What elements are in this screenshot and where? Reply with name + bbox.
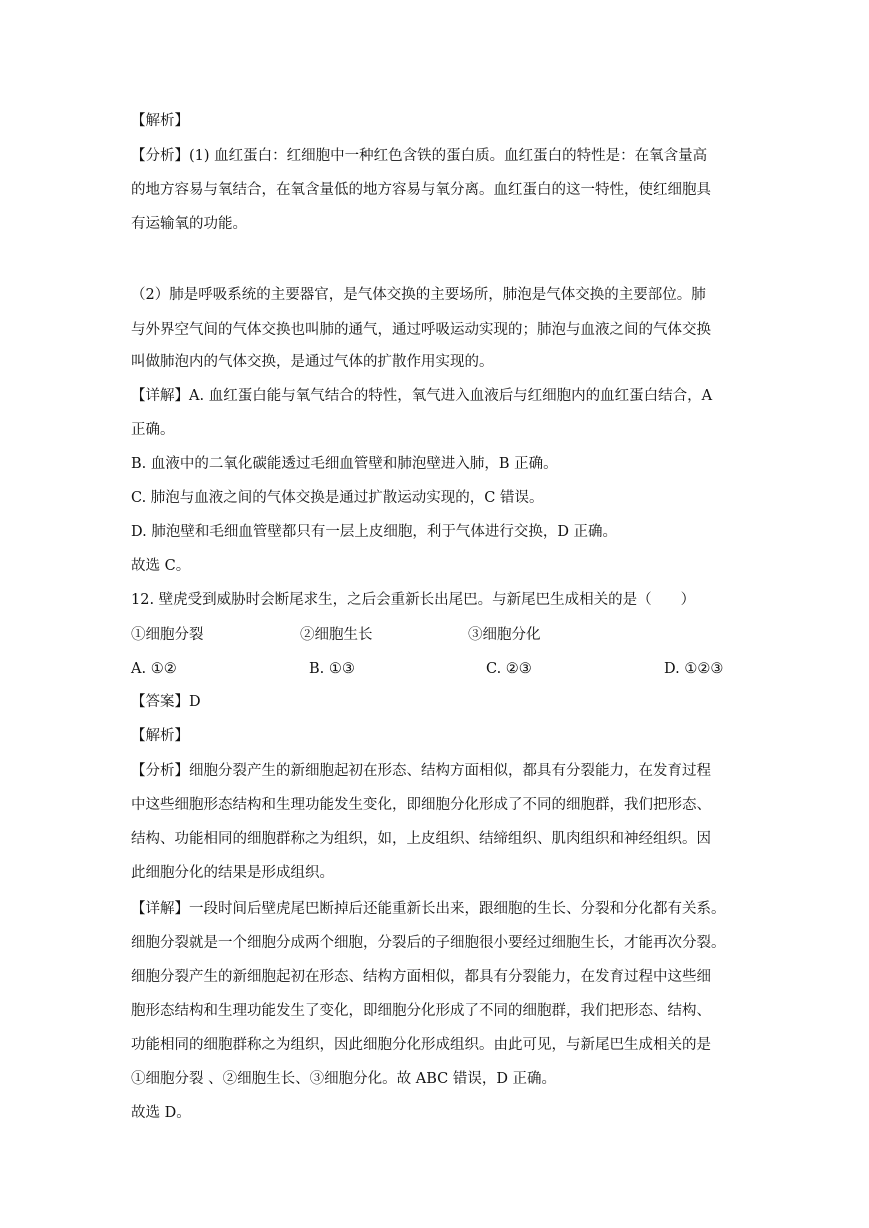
q12-stem: 12. 壁虎受到威胁时会断尾求生，之后会重新长出尾巴。与新尾巴生成相关的是（ ） bbox=[131, 592, 696, 608]
q12-detail-line-1: 【详解】一段时间后壁虎尾巴断掉后还能重新长出来，跟细胞的生长、分裂和分化都有关系。 bbox=[131, 901, 726, 917]
q11-jiexi-heading: 【解析】 bbox=[131, 113, 189, 129]
q11-analysis-line-3: 有运输氧的功能。 bbox=[131, 216, 247, 232]
q12-answer: 【答案】D bbox=[131, 694, 201, 710]
q12-item-2: ②细胞生长 bbox=[300, 627, 373, 643]
q12-item-1: ①细胞分裂 bbox=[131, 627, 204, 643]
q11-detail-line-6: 故选 C。 bbox=[131, 558, 191, 574]
q12-detail-line-2: 细胞分裂就是一个细胞分成两个细胞，分裂后的子细胞很小要经过细胞生长，才能再次分裂。 bbox=[131, 935, 726, 951]
q11-analysis2-line-2: 与外界空气间的气体交换也叫肺的通气，通过呼吸运动实现的；肺泡与血液之间的气体交换 bbox=[131, 322, 711, 338]
q11-detail-line-4: C. 肺泡与血液之间的气体交换是通过扩散运动实现的，C 错误。 bbox=[131, 490, 544, 506]
q12-option-b: B. ①③ bbox=[309, 661, 355, 677]
q12-analysis-line-2: 中这些细胞形态结构和生理功能发生变化，即细胞分化形成了不同的细胞群，我们把形态、 bbox=[131, 797, 711, 813]
q11-analysis2-line-3: 叫做肺泡内的气体交换，是通过气体的扩散作用实现的。 bbox=[131, 354, 494, 370]
q11-analysis-line-1: 【分析】(1) 血红蛋白：红细胞中一种红色含铁的蛋白质。血红蛋白的特性是：在氧含量高 bbox=[131, 148, 708, 164]
q11-detail-line-5: D. 肺泡壁和毛细血管壁都只有一层上皮细胞，利于气体进行交换，D 正确。 bbox=[131, 524, 618, 540]
q12-detail-line-7: 故选 D。 bbox=[131, 1105, 191, 1121]
q11-analysis-line-2: 的地方容易与氧结合，在氧含量低的地方容易与氧分离。血红蛋白的这一特性，使红细胞具 bbox=[131, 182, 711, 198]
q12-item-3: ③细胞分化 bbox=[468, 627, 541, 643]
q11-analysis2-line-1: （2）肺是呼吸系统的主要器官，是气体交换的主要场所，肺泡是气体交换的主要部位。肺 bbox=[131, 287, 706, 303]
q12-jiexi-heading: 【解析】 bbox=[131, 728, 189, 744]
q11-detail-line-3: B. 血液中的二氧化碳能透过毛细血管壁和肺泡壁进入肺，B 正确。 bbox=[131, 456, 558, 472]
q12-option-c: C. ②③ bbox=[486, 661, 532, 677]
q12-detail-line-4: 胞形态结构和生理功能发生了变化，即细胞分化形成了不同的细胞群，我们把形态、结构、 bbox=[131, 1003, 711, 1019]
q12-detail-line-3: 细胞分裂产生的新细胞起初在形态、结构方面相似，都具有分裂能力，在发育过程中这些细 bbox=[131, 969, 711, 985]
q11-detail-line-2: 正确。 bbox=[131, 422, 175, 438]
q12-detail-line-6: ①细胞分裂 、②细胞生长、③细胞分化。故 ABC 错误，D 正确。 bbox=[131, 1071, 557, 1087]
q12-detail-line-5: 功能相同的细胞群称之为组织，因此细胞分化形成组织。由此可见，与新尾巴生成相关的是 bbox=[131, 1037, 711, 1053]
q12-analysis-line-1: 【分析】细胞分裂产生的新细胞起初在形态、结构方面相似，都具有分裂能力，在发育过程 bbox=[131, 763, 711, 779]
q12-option-d: D. ①②③ bbox=[664, 661, 724, 677]
q12-analysis-line-4: 此细胞分化的结果是形成组织。 bbox=[131, 865, 334, 881]
q12-analysis-line-3: 结构、功能相同的细胞群称之为组织，如，上皮组织、结缔组织、肌肉组织和神经组织。因 bbox=[131, 831, 711, 847]
q11-detail-line-1: 【详解】A. 血红蛋白能与氧气结合的特性，氧气进入血液后与红细胞内的血红蛋白结合，A bbox=[131, 388, 713, 404]
q12-option-a: A. ①② bbox=[131, 661, 177, 677]
